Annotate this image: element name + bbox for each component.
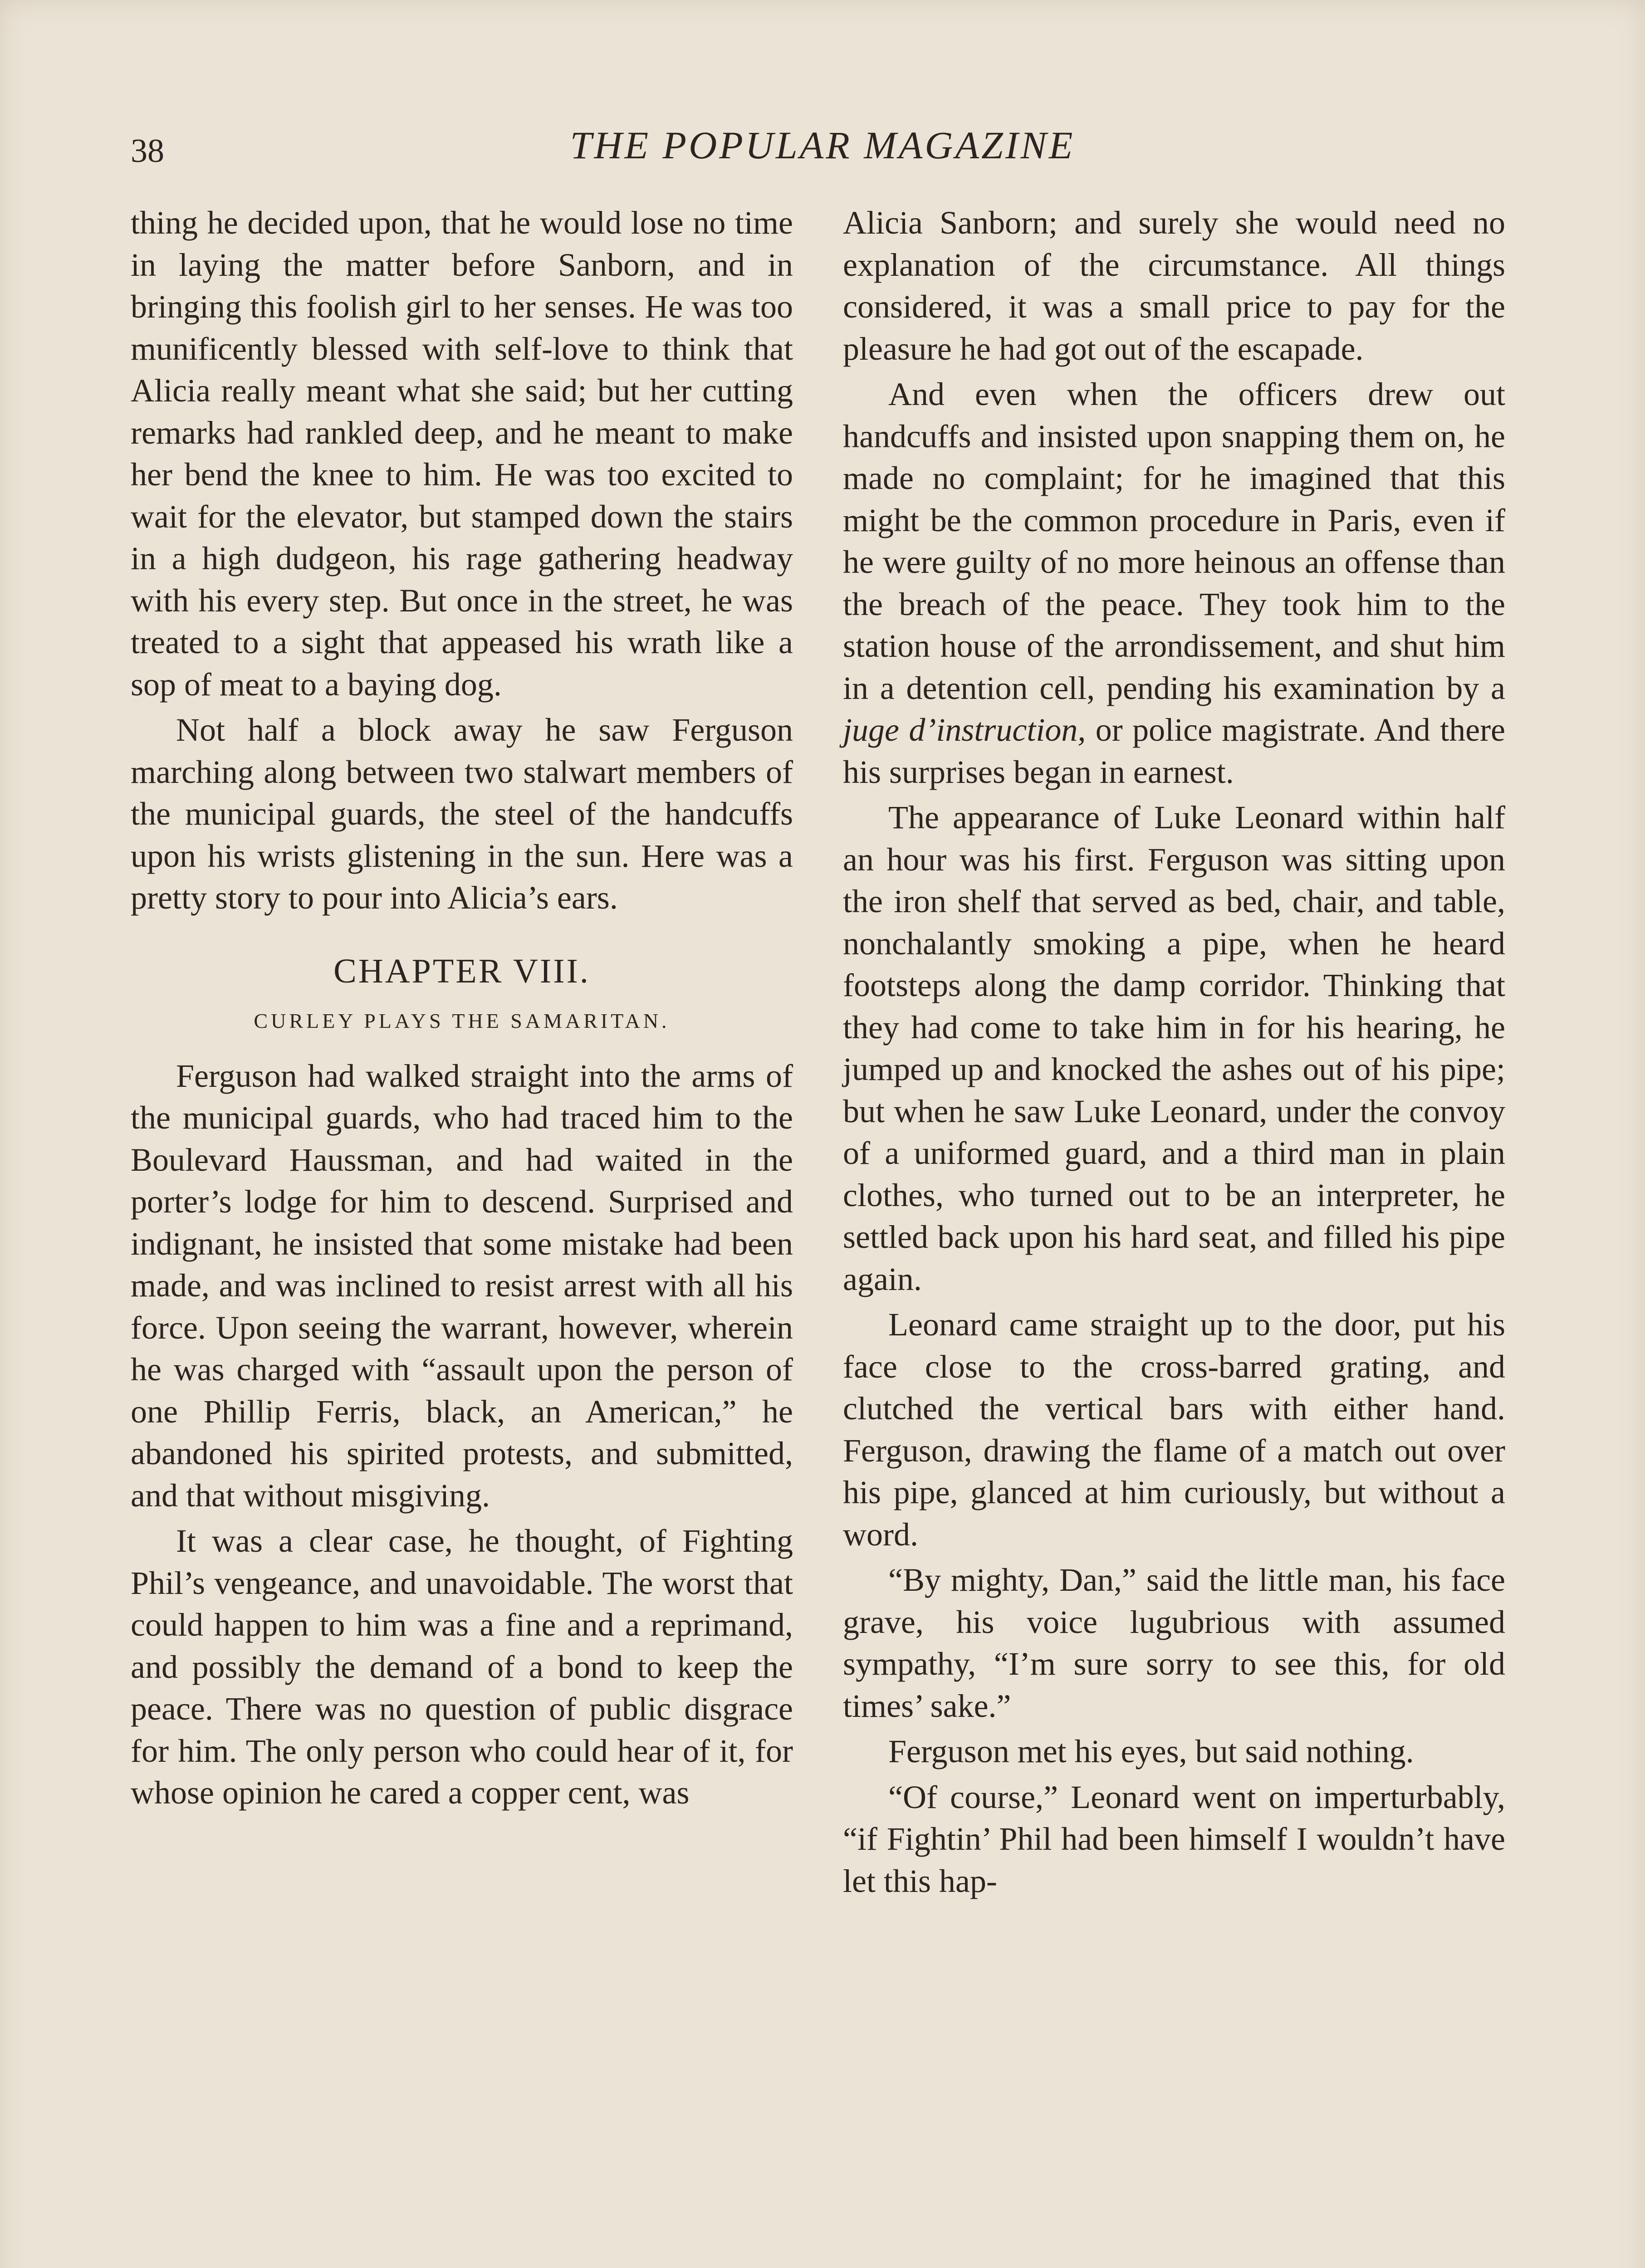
running-title: THE POPULAR MAGAZINE — [570, 123, 1075, 167]
right-column — [843, 202, 1505, 1902]
paragraph: Leonard came straight up to the door, put his face close to the cross-barred grating, and clutched the vertical bars with either hand. Ferguson, drawing the flame of a match out over his pipe, glanced at him curiously, but without a word. — [843, 1306, 1505, 1553]
paragraph: The appearance of Luke Leonard within half an hour was his first. Ferguson was sitting upon the iron shelf that served as bed, chair, and table, nonchalantly smoking a pipe, when he heard footsteps along the damp corridor. Thinking that they had come to take him in for his hearing, he jumped up and knocked the ashes out of his pipe; but when he saw Luke Leonard, under the convoy of a uniformed guard, and a third man in plain clothes, who turned out to be an interpreter, he settled back upon his hard seat, and filled his pipe again. — [843, 799, 1505, 1297]
page-header — [0, 122, 1645, 172]
paragraph: Ferguson had walked straight into the arms of the municipal guards, who had traced him to the Boulevard Haussman, and had waited in the porter’s lodge for him to descend. Surprised and indignant, he insisted that some mistake had been made, and was inclined to resist arrest with all his force. Upon seeing the warrant, however, wherein he was charged with “assault upon the person of one Phillip Ferris, black, an American,” he abandoned his spirited protests, and submitted, and that without misgiving. — [131, 1057, 793, 1514]
paragraph: thing he decided upon, that he would lose no time in laying the matter before Sanborn, and in bringing this foolish girl to her senses. He was too munificently blessed with self-love to think that Alicia really meant what she said; but her cutting remarks had rankled deep, and he meant to make her bend the knee to him. He was too excited to wait for the elevator, but stamped down the stairs in a high dudgeon, his rage gathering headway with his every step. But once in the street, he was treated to a sight that appeased his wrath like a sop of meat to a baying dog. — [131, 205, 793, 703]
left-column — [131, 202, 793, 1814]
paragraph: Alicia Sanborn; and surely she would need no explanation of the circumstance. All things considered, it was a small price to pay for the pleasure he had got out of the escapade. — [843, 205, 1505, 367]
paragraph: Not half a block away he saw Ferguson marching along between two stalwart members of the municipal guards, the steel of the handcuffs upon his wrists glistening in the sun. Here was a pretty story to pour into Alicia’s ears. — [131, 712, 793, 916]
italic-phrase: juge d’instruction, — [843, 712, 1086, 748]
paragraph: “By mighty, Dan,” said the little man, his face grave, his voice lugubrious with assumed sympathy, “I’m sure sorry to see this, for old times’ sake.” — [843, 1562, 1505, 1724]
paragraph: Ferguson met his eyes, but said nothing. — [888, 1733, 1414, 1769]
paragraph-text: or police magistrate. And there his surprises began in earnest. — [843, 712, 1505, 790]
paragraph: It was a clear case, he thought, of Fighting Phil’s vengeance, and unavoidable. The worst that could happen to him was a fine and a reprimand, and possibly the demand of a bond to keep the peace. There was no question of public disgrace for him. The only person who could hear of it, for whose opinion he cared a copper cent, was — [131, 1523, 793, 1811]
page-number: 38 — [131, 132, 164, 170]
paragraph — [843, 373, 1505, 793]
paragraph-text: And even when the officers drew out handcuffs and insisted upon snapping them on, he made no complaint; for he imagined that this might be the common procedure in Paris, even if he were guilty of no more heinous an offense than the breach of the peace. They took him to the station house of the arrondissement, and shut him in a detention cell, pending his examination by a — [843, 376, 1505, 706]
chapter-subtitle: CURLEY PLAYS THE SAMARITAN. — [254, 1009, 670, 1032]
chapter-title: CHAPTER VIII. — [333, 952, 590, 990]
paragraph: “Of course,” Leonard went on imperturbably, “if Fightin’ Phil had been himself I wouldn’t have let this hap- — [843, 1779, 1505, 1899]
